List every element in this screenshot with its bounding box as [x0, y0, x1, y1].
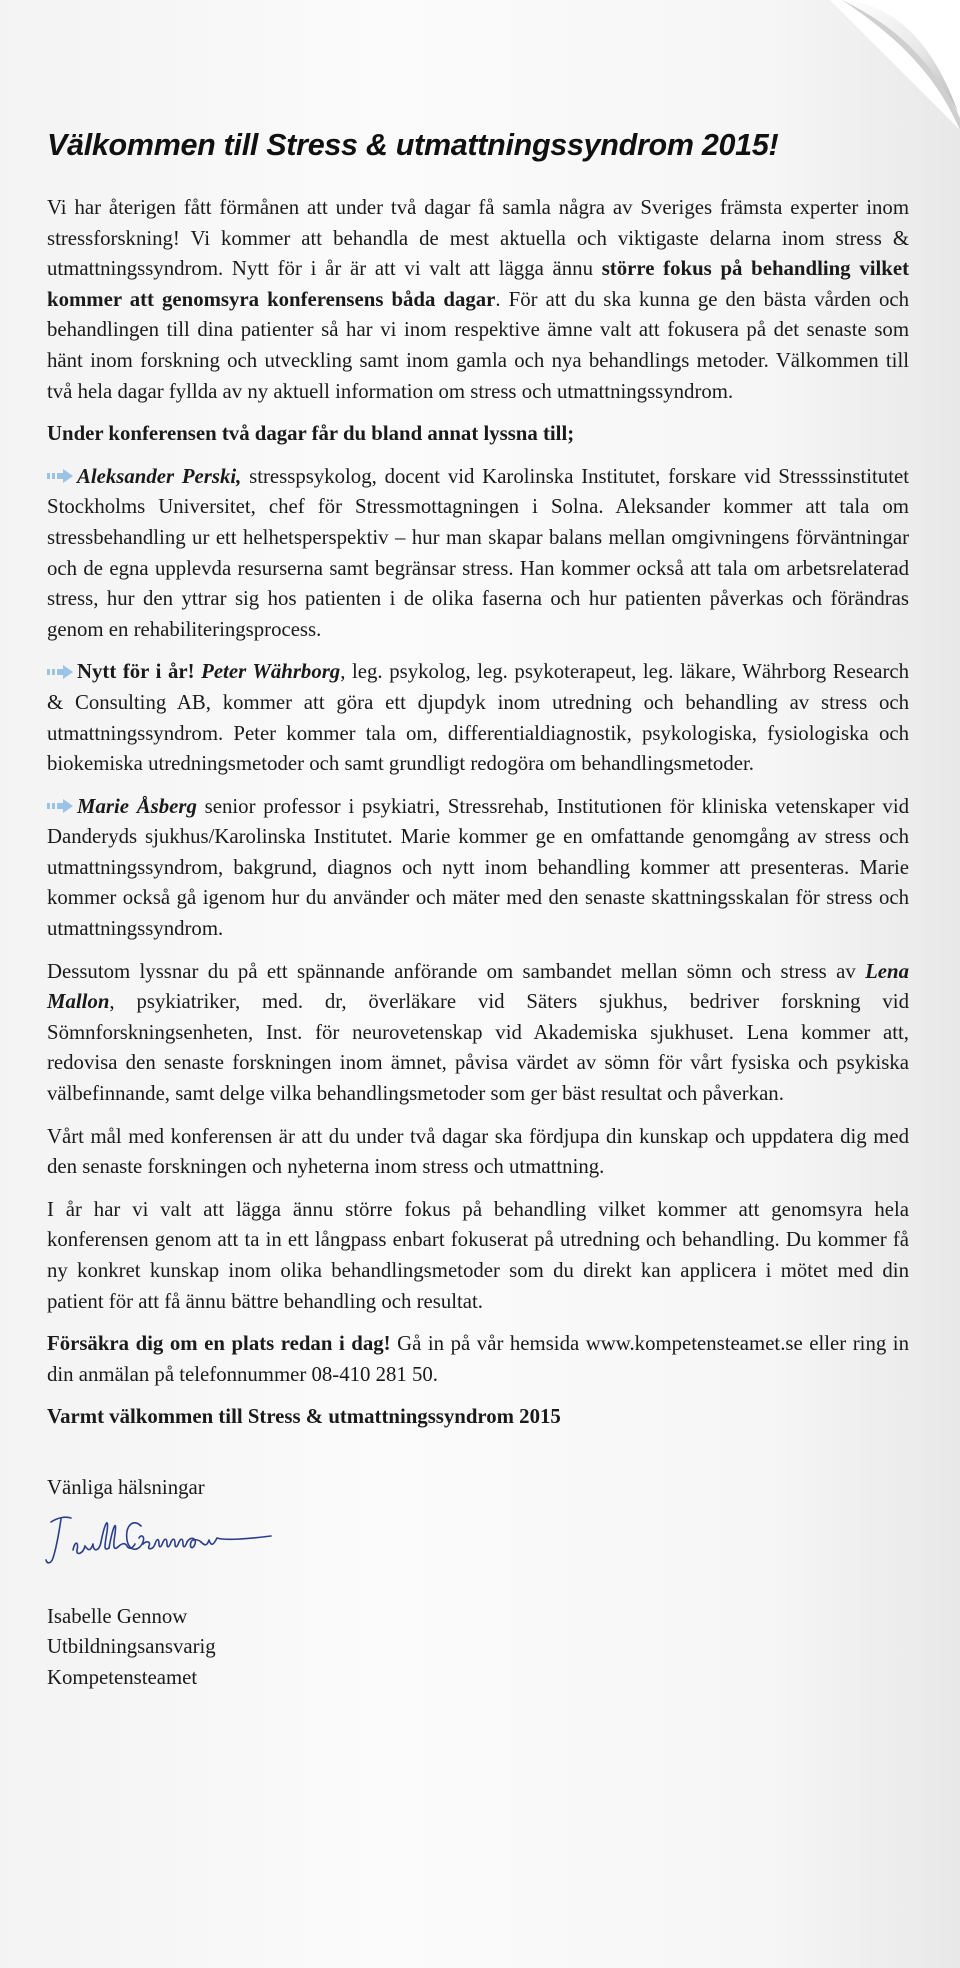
letter-content	[47, 128, 909, 1693]
call-to-action-paragraph	[47, 1329, 909, 1390]
speakers-heading: Under konferensen två dagar får du bland annat lyssna till;	[47, 422, 575, 446]
new-this-year-label: Nytt för i år!	[77, 660, 202, 684]
speaker-item	[47, 657, 909, 779]
speaker-description: senior professor i psykiatri, Stressrehab, Institutionen för kliniska vetenskaper vid Danderyds sjukhus/Karolinska Institutet. Marie kommer ge en omfattande genomgång av stress och utmattningssyndrom, bakgrund, diagnos och nytt inom behandling kommer att presenteras. Marie kommer också gå igenom hur du använder och mäter med den senaste skattningsskalan för stress och utmattningssyndrom.	[47, 794, 909, 941]
arrow-right-icon	[47, 469, 73, 483]
intro-bold-text: större fokus på behandling vilket kommer att genomsyra konferensens båda dagar	[47, 257, 909, 311]
arrow-right-icon	[47, 665, 73, 679]
signer-role: Utbildningsansvarig	[47, 1635, 216, 1659]
signer-organization: Kompetensteamet	[47, 1665, 198, 1689]
welcome-line: Varmt välkommen till Stress & utmattningssyndrom 2015	[47, 1405, 561, 1429]
speaker-name: Aleksander Perski,	[77, 464, 242, 488]
focus-paragraph: I år har vi valt att lägga ännu större fokus på behandling vilket kommer att genomsyra hela konferensen genom att ta in ett långpass enbart fokuserat på utredning och behandling. Du kommer få ny konkret kunskap inom olika behandlingsmetoder som du direkt kan applicera i mötet med din patient för att få ännu bättre behandling och resultat.	[47, 1197, 909, 1313]
page-curl-decoration	[830, 0, 960, 130]
speaker-item	[47, 792, 909, 945]
intro-text-2: . För att du ska kunna ge den bästa vården och behandlingen till dina patienter så har vi inom respektive ämne valt att fokusera på det senaste som hänt inom forskning och utveckling samt inom gamla och nya behandlings metoder. Välkommen till två hela dagar fyllda av ny aktuell information om stress och utmattningssyndrom.	[47, 287, 909, 403]
signer-name: Isabelle Gennow	[47, 1604, 188, 1628]
greeting: Vänliga hälsningar	[47, 1475, 205, 1499]
cta-bold-text: Försäkra dig om en plats redan i dag!	[47, 1332, 391, 1356]
speaker-name: Marie Åsberg	[77, 794, 197, 818]
speaker-name: Lena Mallon	[47, 959, 909, 1014]
goal-paragraph: Vårt mål med konferensen är att du under två dagar ska fördjupa din kunskap och uppdatera dig med den senaste forskningen och nyheterna inom stress och utmattning.	[47, 1124, 909, 1179]
signature-block	[47, 1473, 909, 1693]
arrow-right-icon	[47, 799, 73, 813]
cta-text: Gå in på vår hemsida www.kompetensteamet.se eller ring in din anmälan på telefonnummer 08-410 281 50.	[47, 1332, 909, 1386]
speaker-description: stresspsykolog, docent vid Karolinska Institutet, forskare vid Stresssinstitutet Stockholms Universitet, chef för Stressmottagningen i Solna. Aleksander kommer att tala om stressbehandling ur ett helhetsperspektiv – hur man skapar balans mellan omgivningens förväntningar och de egna upplevda resurserna samt begränsar stress. Han kommer också att tala om arbetsrelaterad stress, hur den yttrar sig hos patienten i de olika faserna och hur patienten påverkas och förändras genom en rehabiliteringsprocess.	[47, 464, 909, 641]
sleep-text-2: , psykiatriker, med. dr, överläkare vid Säters sjukhus, bedriver forskning vid Sömnforskningsenheten, Inst. för neurovetenskap vid Akademiska sjukhuset. Lena kommer att, redovisa den senaste forskningen inom ämnet, påvisa värdet av sömn för vårt fysiska och psykiska välbefinnande, samt delge vilka behandlingsmetoder som ger bäst resultat och påverkan.	[47, 990, 909, 1106]
sleep-talk-paragraph	[47, 957, 909, 1110]
sleep-text-1: Dessutom lyssnar du på ett spännande anförande om sambandet mellan sömn och stress av	[47, 959, 866, 983]
page-title: Välkommen till Stress & utmattningssyndrom 2015!	[47, 128, 779, 162]
speaker-item	[47, 462, 909, 646]
intro-text-1: Vi har återigen fått förmånen att under två dagar få samla några av Sveriges främsta experter inom stressforskning! Vi kommer att behandla de mest aktuella och viktigaste delarna inom stress & utmattningssyndrom. Nytt för i år är att vi valt att lägga ännu	[47, 196, 909, 281]
speaker-description: , leg. psykolog, leg. psykoterapeut, leg. läkare, Währborg Research & Consulting AB, kommer att göra ett djupdyk inom utredning och behandling av stress och utmattningssyndrom. Peter kommer tala om, differentialdiagnostik, psykologiska, fysiologiska och biokemiska utredningsmetoder och samt grundligt redogöra om behandlingsmetoder.	[47, 660, 910, 776]
handwritten-signature	[43, 1506, 283, 1576]
intro-paragraph	[47, 193, 909, 407]
speaker-name: Peter Währborg	[201, 660, 341, 684]
